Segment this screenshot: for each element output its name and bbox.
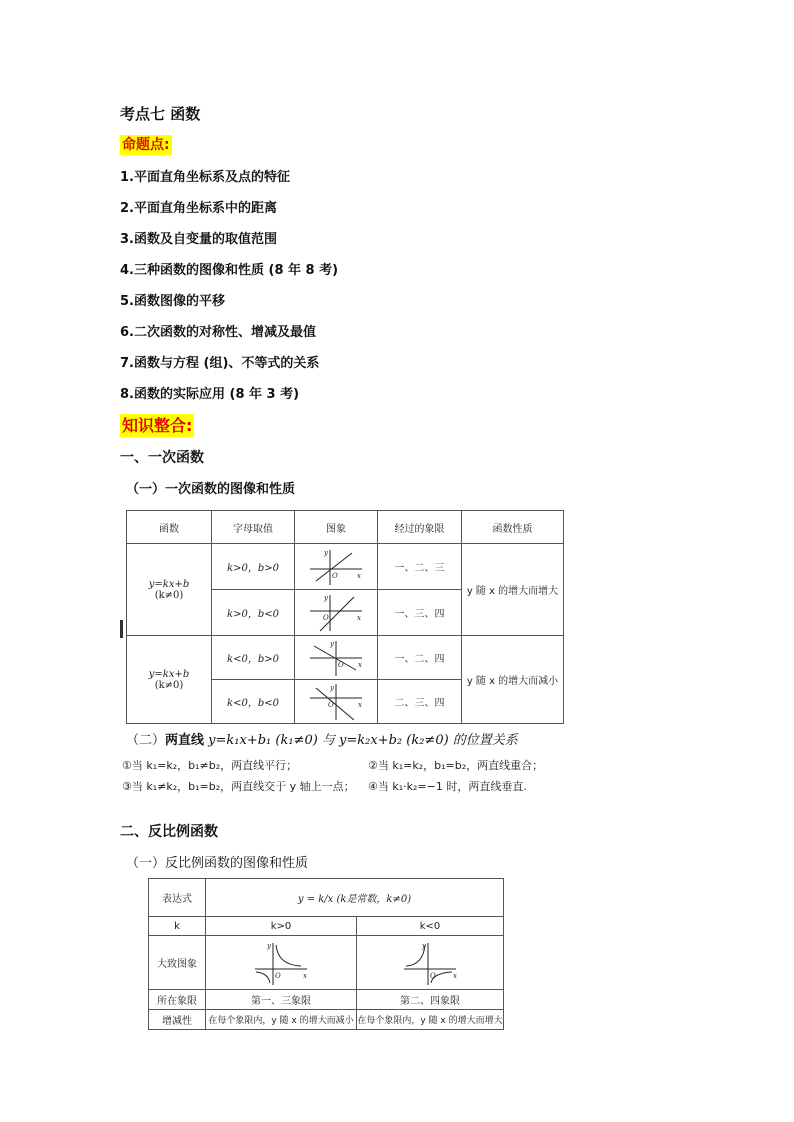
- header-cell: 图象: [295, 511, 378, 544]
- relation-item: ①当 k₁=k₂，b₁≠b₂，两直线平行；: [122, 759, 298, 772]
- svg-text:x: x: [358, 700, 362, 709]
- points-list: [120, 166, 338, 414]
- linear-graph-k-pos-b-pos: [306, 547, 366, 587]
- header-cell: 函数性质: [462, 511, 564, 544]
- svg-text:O: O: [338, 660, 344, 669]
- function-cell: y=kx+b (k≠0): [127, 636, 212, 724]
- quadrant-cell: 一、二、四: [378, 636, 462, 680]
- linear-graph-k-neg-b-pos: [306, 638, 366, 678]
- point-item: 8.函数的实际应用 (8 年 3 考): [120, 387, 300, 402]
- point-item: 5.函数图像的平移: [120, 294, 225, 309]
- row-label: 所在象限: [149, 990, 206, 1010]
- linear-function-table: [126, 510, 564, 724]
- header-cell: 字母取值: [212, 511, 295, 544]
- monotonic-cell: 在每个象限内，y 随 x 的增大而减小: [206, 1010, 357, 1030]
- point-item: 6.二次函数的对称性、增减及最值: [120, 325, 316, 340]
- svg-text:y: y: [267, 941, 271, 950]
- hyperbola-k-pos-graph: [251, 939, 311, 987]
- section-2-sub1: （一）反比例函数的图像和性质: [126, 856, 309, 871]
- quadrant-cell: 第一、三象限: [206, 990, 357, 1010]
- svg-text:O: O: [430, 971, 436, 980]
- section-1-sub1: （一）一次函数的图像和性质: [126, 482, 296, 497]
- svg-text:x: x: [453, 971, 457, 980]
- row-label: k: [149, 917, 206, 936]
- quadrant-cell: 一、三、四: [378, 590, 462, 636]
- quadrant-cell: 一、二、三: [378, 544, 462, 590]
- expression-cell: y = k/x (k是常数，k≠0): [206, 879, 504, 917]
- svg-text:y: y: [330, 639, 334, 648]
- hyperbola-k-neg-graph: [400, 939, 460, 987]
- graph-cell: [357, 936, 504, 990]
- section-2-title: 二、反比例函数: [120, 824, 218, 840]
- header-cell: 函数: [127, 511, 212, 544]
- svg-text:x: x: [358, 660, 362, 669]
- svg-text:x: x: [357, 571, 361, 580]
- condition-cell: k>0，b<0: [212, 590, 295, 636]
- k-cell: k>0: [206, 917, 357, 936]
- svg-text:y: y: [324, 548, 328, 557]
- section-1-sub2: （二）两直线 y=k₁x+b₁ (k₁≠0) 与 y=k₂x+b₂ (k₂≠0) 的位置关系: [126, 733, 518, 748]
- linear-graph-k-neg-b-neg: [306, 682, 366, 722]
- mingti-label: 命题点:: [122, 137, 170, 153]
- graph-cell: [295, 544, 378, 590]
- point-item: 4.三种函数的图像和性质 (8 年 8 考): [120, 263, 339, 278]
- point-item: 2.平面直角坐标系中的距离: [120, 201, 277, 216]
- quadrant-cell: 二、三、四: [378, 680, 462, 724]
- k-cell: k<0: [357, 917, 504, 936]
- condition-cell: k<0，b<0: [212, 680, 295, 724]
- inverse-function-table: [148, 878, 504, 1030]
- graph-cell: [295, 636, 378, 680]
- svg-text:y: y: [324, 593, 328, 602]
- graph-cell: [295, 680, 378, 724]
- row-label: 表达式: [149, 879, 206, 917]
- linear-graph-k-pos-b-neg: [306, 593, 366, 633]
- point-item: 1.平面直角坐标系及点的特征: [120, 170, 290, 185]
- svg-text:O: O: [328, 700, 334, 709]
- svg-text:y: y: [422, 941, 426, 950]
- svg-text:x: x: [303, 971, 307, 980]
- svg-text:x: x: [357, 613, 361, 622]
- svg-text:O: O: [332, 571, 338, 580]
- property-cell: y 随 x 的增大而增大: [462, 544, 564, 636]
- row-label: 大致图象: [149, 936, 206, 990]
- margin-marker: [120, 620, 123, 638]
- relation-item: ③当 k₁≠k₂，b₁=b₂，两直线交于 y 轴上一点；: [122, 780, 355, 793]
- property-cell: y 随 x 的增大而减小: [462, 636, 564, 724]
- relation-item: ②当 k₁=k₂，b₁=b₂，两直线重合；: [368, 759, 544, 772]
- relation-item: ④当 k₁·k₂=−1 时，两直线垂直.: [368, 780, 527, 793]
- quadrant-cell: 第二、四象限: [357, 990, 504, 1010]
- graph-cell: [206, 936, 357, 990]
- function-cell: y=kx+b (k≠0): [127, 544, 212, 636]
- condition-cell: k<0，b>0: [212, 636, 295, 680]
- row-label: 增减性: [149, 1010, 206, 1030]
- svg-text:O: O: [275, 971, 281, 980]
- svg-text:O: O: [323, 613, 329, 622]
- header-cell: 经过的象限: [378, 511, 462, 544]
- page-title: 考点七 函数: [120, 105, 201, 123]
- point-item: 7.函数与方程 (组)、不等式的关系: [120, 356, 320, 371]
- knowledge-label: 知识整合:: [122, 416, 193, 435]
- svg-text:y: y: [330, 683, 334, 692]
- condition-cell: k>0，b>0: [212, 544, 295, 590]
- monotonic-cell: 在每个象限内，y 随 x 的增大而增大: [357, 1010, 504, 1030]
- section-1-title: 一、一次函数: [120, 450, 204, 466]
- point-item: 3.函数及自变量的取值范围: [120, 232, 277, 247]
- graph-cell: [295, 590, 378, 636]
